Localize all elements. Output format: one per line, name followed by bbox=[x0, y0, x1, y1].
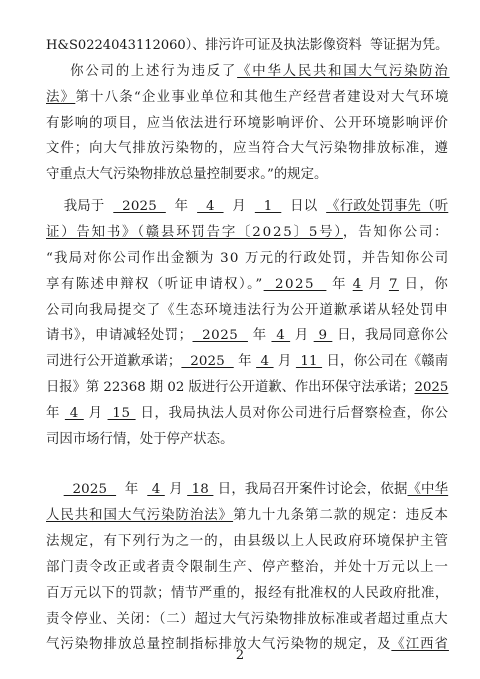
text-segment: 月 bbox=[83, 406, 108, 421]
page-number: 2 bbox=[235, 648, 245, 663]
underlined-text: 4 bbox=[271, 328, 291, 343]
text-segment: 百万元以下的罚款；情节严重的，报经有批准权的人民政府批准， bbox=[46, 586, 449, 601]
text-line bbox=[0, 402, 480, 426]
text-line bbox=[0, 195, 480, 219]
underlined-text: 4 bbox=[197, 199, 224, 214]
underlined-text: 7 bbox=[388, 277, 399, 292]
text-line bbox=[0, 582, 480, 606]
text-segment: 日，你公司在《赣南 bbox=[322, 354, 449, 369]
text-line bbox=[0, 60, 480, 84]
text-line bbox=[0, 376, 480, 400]
text-segment: 日报》第 22368 期 02 版进行公开道歉、作出环保守法承诺； bbox=[46, 380, 415, 395]
text-segment: 月 bbox=[223, 199, 255, 214]
underlined-text: 法》 bbox=[46, 90, 76, 105]
underlined-text: 《中华人民共和国大气污染防治 bbox=[237, 64, 450, 79]
text-segment: 年 bbox=[165, 199, 198, 214]
text-segment: 享有陈述申辩权（听证申请权）。” bbox=[46, 277, 264, 292]
text-segment: 部门责令改正或者责令限制生产、停产整治，并处十万元以上一 bbox=[46, 560, 449, 575]
underlined-text: 2025 bbox=[263, 277, 327, 292]
text-segment: ，告知你公司： bbox=[342, 225, 450, 240]
text-segment: 年 bbox=[116, 482, 148, 497]
underlined-text: 18 bbox=[187, 482, 214, 497]
underlined-text: 证）告知书》（赣县环罚告字〔2025〕5号） bbox=[46, 225, 343, 240]
text-segment: 司进行公开道歉承诺； bbox=[46, 354, 182, 369]
text-segment bbox=[46, 482, 64, 497]
text-segment: 年 bbox=[233, 354, 257, 369]
text-segment: 日，我局同意你公 bbox=[332, 328, 449, 343]
text-line bbox=[0, 299, 480, 323]
text-line bbox=[0, 137, 480, 161]
text-segment: 年 bbox=[247, 328, 272, 343]
text-segment: 年 bbox=[326, 277, 353, 292]
text-segment: 你公司的上述行为违反了 bbox=[46, 64, 238, 79]
text-line bbox=[0, 608, 480, 632]
text-line bbox=[0, 478, 480, 502]
text-segment: 的规定。 bbox=[273, 167, 328, 182]
text-segment: 请书》，申请减轻处罚； bbox=[46, 328, 193, 343]
text-line bbox=[0, 452, 480, 476]
text-segment: 有影响的项目，应当依法进行环境影响评价、公开环境影响评价 bbox=[46, 116, 449, 131]
underlined-text: 2025 bbox=[63, 482, 117, 497]
underlined-text: 4 bbox=[352, 277, 363, 292]
text-line bbox=[0, 350, 480, 374]
underlined-text: 9 bbox=[313, 328, 333, 343]
underlined-text: 4 bbox=[256, 354, 274, 369]
underlined-text: 4 bbox=[64, 406, 84, 421]
text-line bbox=[0, 504, 480, 528]
text-line bbox=[0, 530, 480, 554]
text-segment: “我局对你公司作出金额为 30 万元的行政处罚，并告知你公司 bbox=[46, 251, 450, 266]
underlined-text: 2025 bbox=[113, 199, 166, 214]
underlined-text: 《江西省 bbox=[391, 637, 449, 652]
text-segment: 气污染物排放总量控制指标排放大气污染物的规定，及 bbox=[46, 637, 392, 652]
text-segment: 日，我局召开案件讨论会，依据 bbox=[213, 482, 408, 497]
text-segment: 公司向我局提交了《生态环境违法行为公开道歉承诺从轻处罚申 bbox=[46, 303, 449, 318]
text-segment: 月 bbox=[290, 328, 314, 343]
text-line bbox=[0, 273, 480, 297]
underlined-text: 15 bbox=[107, 406, 136, 421]
text-segment: 责令停业、关闭：（二）超过大气污染物排放标准或者超过重点大 bbox=[46, 612, 449, 627]
text-segment: 第九十九条第二款的规定：违反本 bbox=[233, 508, 449, 523]
underlined-text: 2025 bbox=[192, 328, 248, 343]
text-segment: 法规定，有下列行为之一的，由县级以上人民政府环境保护主管 bbox=[46, 534, 449, 549]
text-segment: 日，你 bbox=[398, 277, 450, 292]
text-segment: 文件；向大气排放污染物的，应当符合大气污染物排放标准，遵 bbox=[46, 141, 449, 156]
text-segment: 司因市场行情，处于停产状态。 bbox=[46, 432, 234, 447]
text-segment: 日以 bbox=[281, 199, 327, 214]
underlined-text: 4 bbox=[147, 482, 165, 497]
text-line bbox=[0, 86, 480, 110]
underlined-text: 人民共和国大气污染防治法》 bbox=[46, 508, 234, 523]
text-segment: 第十八条“企业事业单位和其他生产经营者建设对大气环境 bbox=[75, 90, 450, 105]
text-line bbox=[0, 34, 480, 58]
text-segment: 日，我局执法人员对你公司进行后督察检查，你公 bbox=[135, 406, 449, 421]
text-line bbox=[0, 163, 480, 187]
text-line bbox=[0, 112, 480, 136]
underlined-text: 2025 bbox=[414, 380, 449, 395]
underlined-text: 11 bbox=[295, 354, 323, 369]
text-segment: 守重点大气污染物排放总量控制要求。” bbox=[46, 167, 274, 182]
text-line bbox=[0, 221, 480, 245]
text-segment: H&S0224043112060）、排污许可证及执法影像资料 等证据为凭。 bbox=[46, 38, 449, 53]
text-line bbox=[0, 324, 480, 348]
text-segment: 我局于 bbox=[46, 199, 114, 214]
text-line bbox=[0, 247, 480, 271]
underlined-text: 《行政处罚事先（听 bbox=[326, 199, 449, 214]
underlined-text: 2025 bbox=[181, 354, 234, 369]
text-segment: 月 bbox=[164, 482, 188, 497]
underlined-text: 1 bbox=[254, 199, 282, 214]
text-segment: 月 bbox=[273, 354, 296, 369]
text-line bbox=[0, 428, 480, 452]
text-segment: 月 bbox=[362, 277, 389, 292]
text-line bbox=[0, 556, 480, 580]
underlined-text: 《中华 bbox=[407, 482, 449, 497]
text-segment: 年 bbox=[46, 406, 65, 421]
